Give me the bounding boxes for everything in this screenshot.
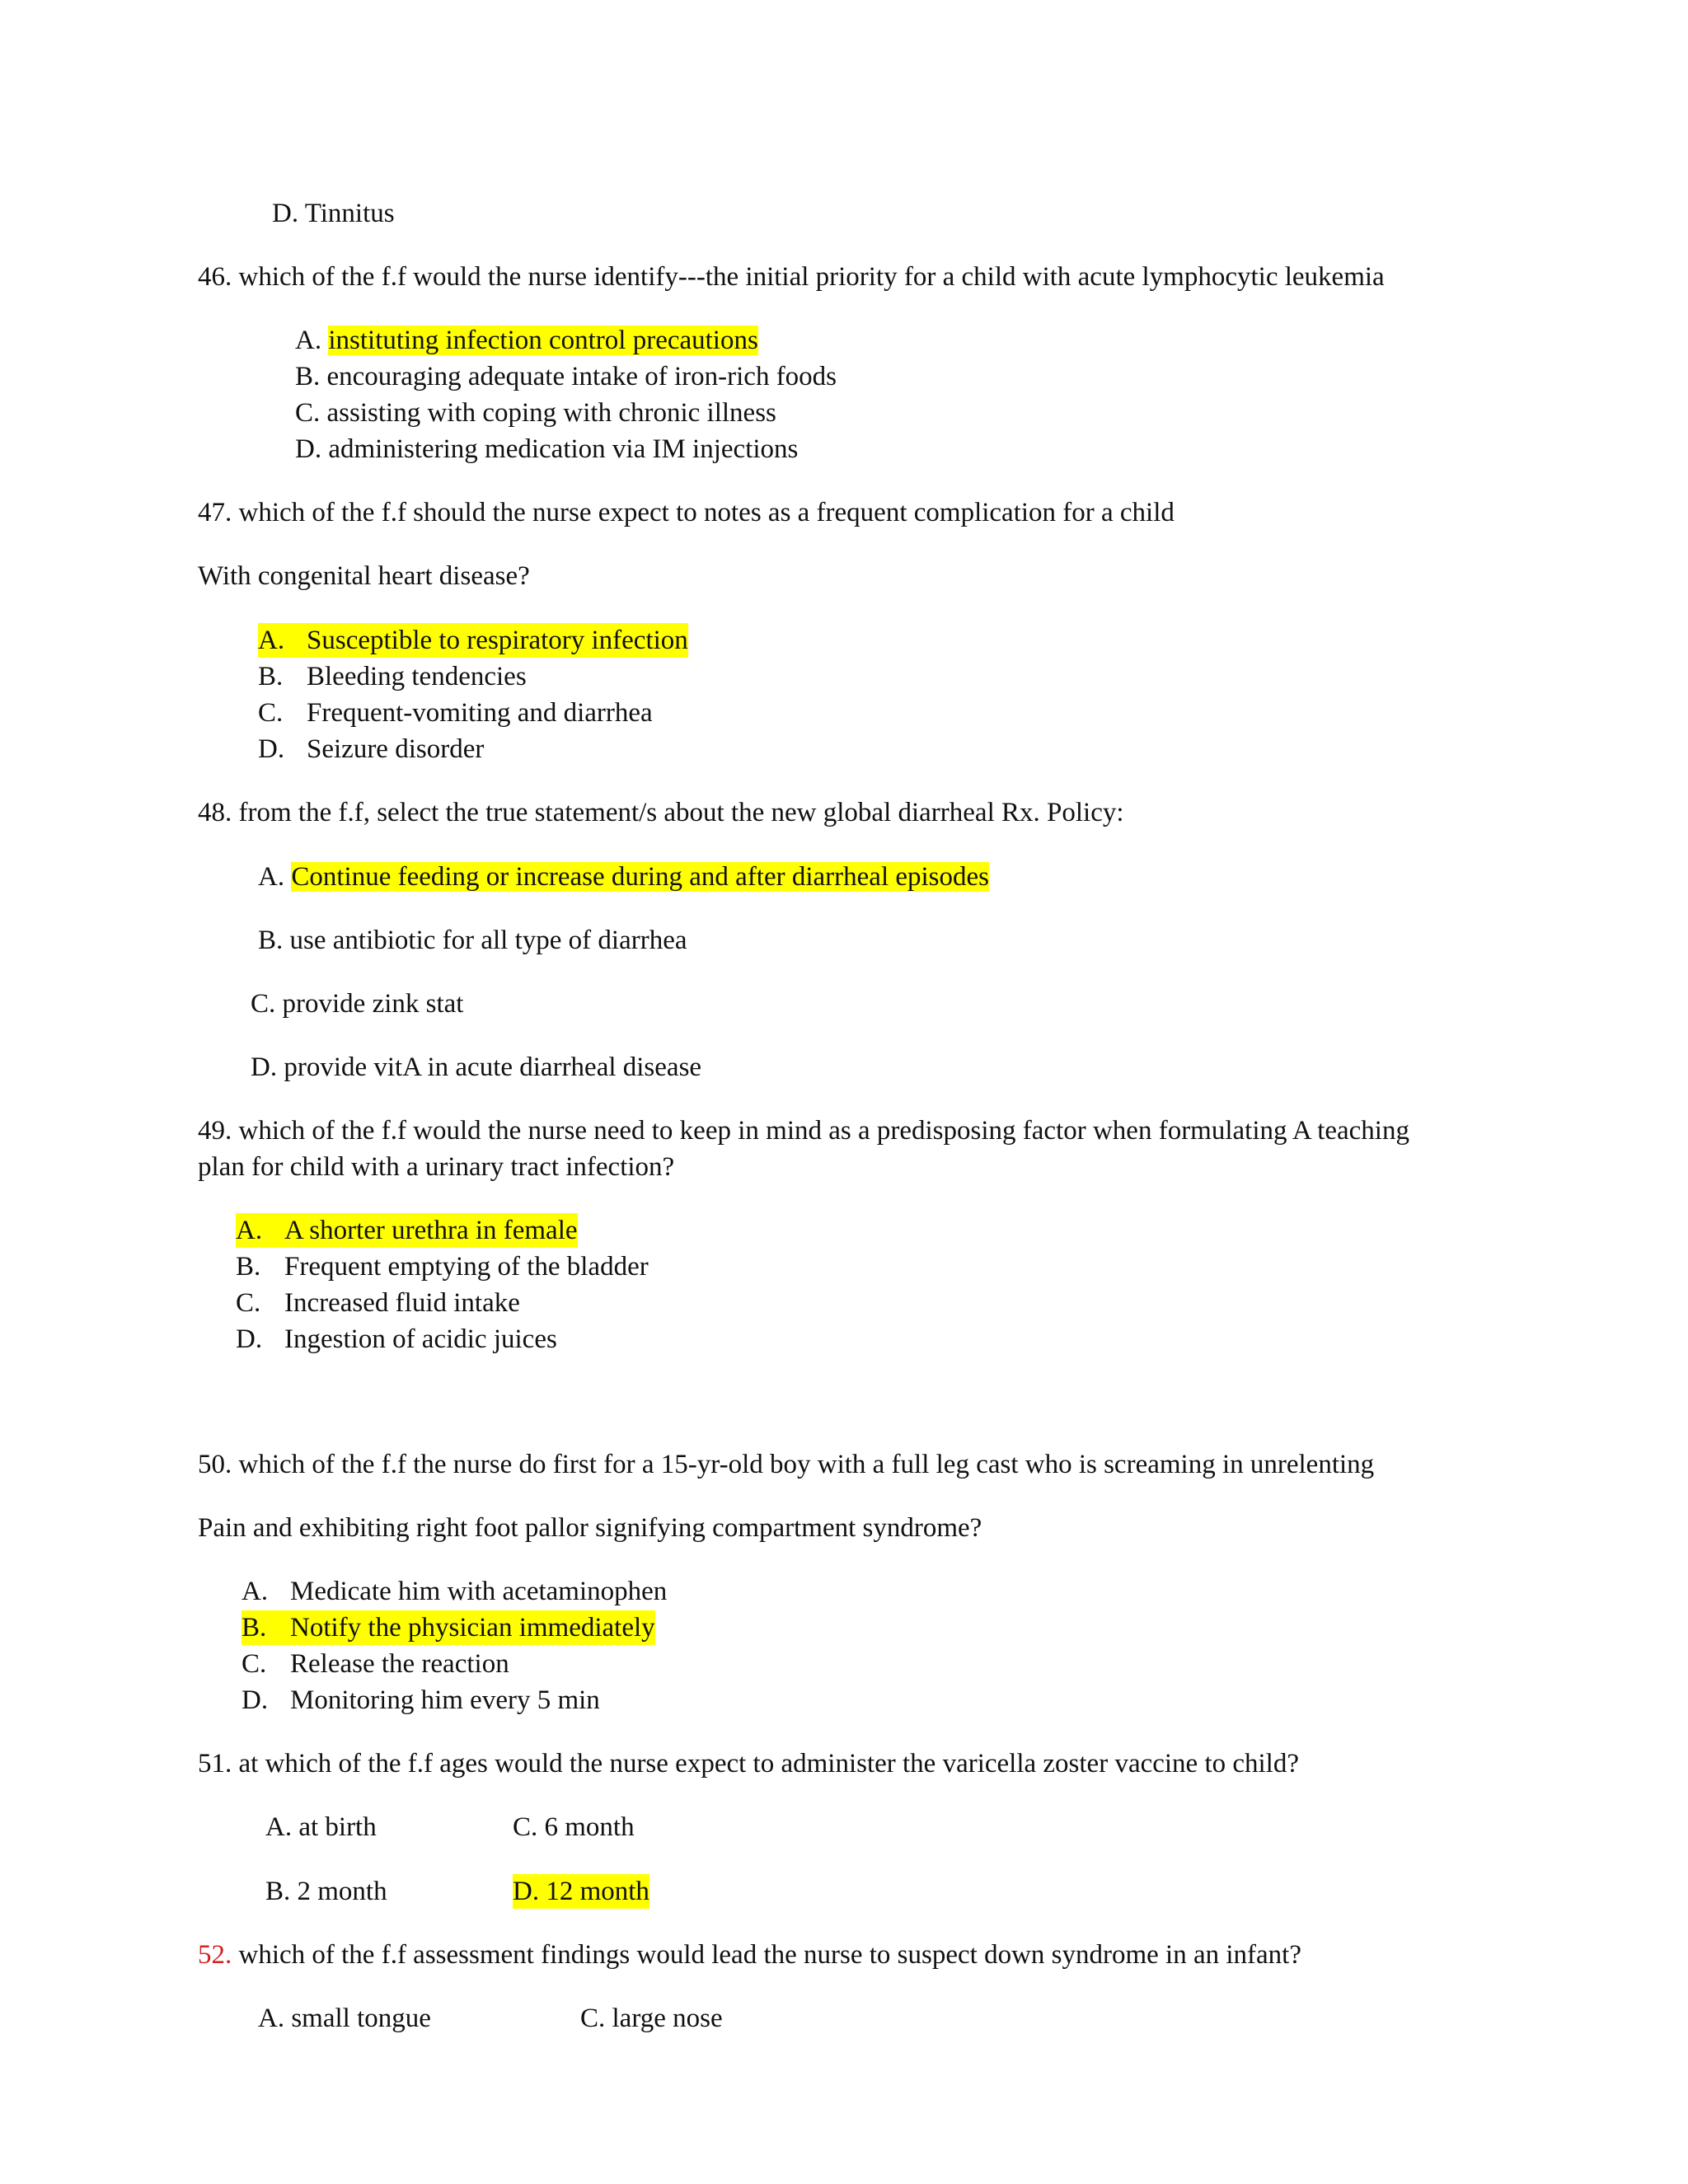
q50-option-a-text: Medicate him with acetaminophen	[290, 1577, 668, 1606]
q49-option-b	[236, 1249, 649, 1284]
q47-option-a	[258, 623, 688, 658]
q47-question-line2: With congenital heart disease?	[198, 561, 530, 591]
q50-option-d	[241, 1683, 600, 1718]
q49-option-a	[236, 1213, 578, 1248]
q49-option-a-letter: A.	[236, 1216, 263, 1245]
q47-option-a-letter: A.	[258, 626, 285, 655]
q49-option-b-text: Frequent emptying of the bladder	[284, 1252, 649, 1282]
q48-option-a-text: Continue feeding or increase during and after diarrheal episodes	[291, 862, 990, 892]
q47-option-b-letter: B.	[258, 662, 284, 691]
q48-option-a-letter: A.	[258, 862, 285, 892]
q52-option-a: A. small tongue	[258, 2004, 431, 2033]
q49-option-c-letter: C.	[236, 1288, 261, 1318]
q49-option-d-text: Ingestion of acidic juices	[284, 1324, 557, 1354]
q52-question-text: which of the f.f assessment findings would lead the nurse to suspect down syndrome in an infant?	[232, 1940, 1301, 1970]
q48-question: 48. from the f.f, select the true statement/s about the new global diarrheal Rx. Policy:	[198, 798, 1124, 827]
q47-option-c	[258, 696, 653, 730]
q50-option-d-letter: D.	[241, 1685, 269, 1715]
q50-option-c-letter: C.	[241, 1649, 267, 1679]
q49-option-d-letter: D.	[236, 1324, 263, 1354]
q51-option-c: C. 6 month	[513, 1812, 635, 1842]
q46-option-d: D. administering medication via IM injections	[295, 434, 799, 464]
q50-option-a	[241, 1574, 667, 1609]
q46-option-a	[295, 323, 758, 358]
q49-option-c	[236, 1286, 520, 1320]
q46-option-a-letter: A.	[295, 326, 322, 355]
q52-option-c: C. large nose	[580, 2004, 723, 2033]
q50-option-a-letter: A.	[241, 1577, 269, 1606]
q49-option-c-text: Increased fluid intake	[284, 1288, 520, 1318]
q50-question-line2: Pain and exhibiting right foot pallor signifying compartment syndrome?	[198, 1513, 982, 1543]
q47-option-d-letter: D.	[258, 734, 285, 764]
q50-option-d-text: Monitoring him every 5 min	[290, 1685, 600, 1715]
q49-option-d	[236, 1322, 557, 1357]
q49-question-line2: plan for child with a urinary tract infection?	[198, 1152, 675, 1182]
q47-option-c-letter: C.	[258, 698, 284, 728]
q46-option-a-text: instituting infection control precautions	[328, 326, 758, 355]
q50-question-line1: 50. which of the f.f the nurse do first for a 15-yr-old boy with a full leg cast who is screaming in unrelenting	[198, 1450, 1375, 1479]
q47-option-d	[258, 732, 484, 766]
q50-option-b-text: Notify the physician immediately	[290, 1613, 655, 1643]
q50-option-c	[241, 1647, 509, 1681]
q51-option-a: A. at birth	[265, 1812, 377, 1842]
q50-option-c-text: Release the reaction	[290, 1649, 509, 1679]
q48-option-d: D. provide vitA in acute diarrheal disease	[251, 1052, 702, 1082]
q51-option-d: D. 12 month	[513, 1874, 649, 1909]
q51-option-b: B. 2 month	[265, 1877, 387, 1906]
q51-question: 51. at which of the f.f ages would the nurse expect to administer the varicella zoster vaccine to child?	[198, 1749, 1300, 1779]
q52-question	[198, 1938, 1301, 1972]
q46-question: 46. which of the f.f would the nurse identify---the initial priority for a child with acute lymphocytic leukemia	[198, 262, 1385, 292]
q50-option-b	[241, 1610, 655, 1645]
q49-option-b-letter: B.	[236, 1252, 261, 1282]
q48-option-a	[258, 860, 989, 894]
q49-question-line1: 49. which of the f.f would the nurse need to keep in mind as a predisposing factor when formulating A teaching	[198, 1116, 1409, 1146]
q48-option-b: B. use antibiotic for all type of diarrhea	[258, 926, 687, 955]
q47-option-b	[258, 659, 527, 694]
q47-option-a-text: Susceptible to respiratory infection	[307, 626, 688, 655]
q45-option-d: D. Tinnitus	[272, 199, 395, 228]
q47-question-line1: 47. which of the f.f should the nurse expect to notes as a frequent complication for a child	[198, 498, 1175, 527]
q50-option-b-letter: B.	[241, 1613, 267, 1643]
q49-option-a-text: A shorter urethra in female	[284, 1216, 578, 1245]
q47-option-b-text: Bleeding tendencies	[307, 662, 527, 691]
q52-number: 52.	[198, 1940, 232, 1970]
q46-option-c: C. assisting with coping with chronic illness	[295, 398, 776, 428]
q47-option-c-text: Frequent-vomiting and diarrhea	[307, 698, 653, 728]
q48-option-c: C. provide zink stat	[251, 989, 464, 1019]
q47-option-d-text: Seizure disorder	[307, 734, 485, 764]
q46-option-b: B. encouraging adequate intake of iron-rich foods	[295, 362, 837, 391]
